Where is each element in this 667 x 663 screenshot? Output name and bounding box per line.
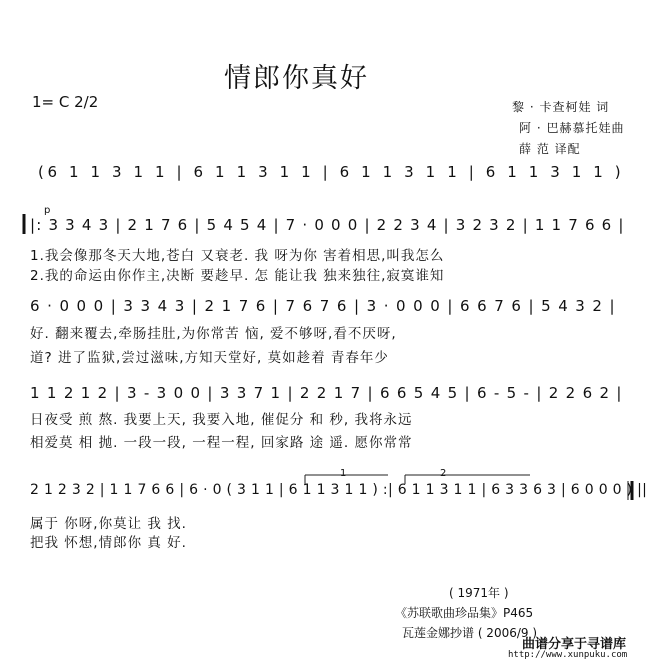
lyric-row-4-verse-2: 把我 怀想,情郎你 真 好.	[30, 535, 187, 551]
lyric-row-2-verse-2: 道? 进了监狱,尝过滋味,方知天堂好, 莫如趁着 青春年少	[30, 350, 389, 366]
key-signature: 1= C 2/2	[32, 93, 99, 111]
lyric-row-1-verse-2: 2.我的命运由你作主,决断 要趁早. 怎 能让我 独来独往,寂寞谁知	[30, 268, 445, 284]
lyric-row-2-verse-1: 好. 翻来覆去,牵肠挂肚,为你常苦 恼, 爱不够呀,看不厌呀,	[30, 326, 397, 342]
intro-line: (6 1 1 3 1 1 | 6 1 1 3 1 1 | 6 1 1 3 1 1 | 6 1 1 3 1 1 )	[38, 163, 625, 181]
lyric-row-1-verse-1: 1.我会像那冬天大地,苍白 又衰老. 我 呀为你 害着相思,叫我怎么	[30, 248, 445, 264]
lyric-row-3-verse-1: 日夜受 煎 熬. 我要上天, 我要入地, 催促分 和 秒, 我将永远	[30, 412, 413, 428]
watermark-name: 曲谱分享于寻谱库	[522, 637, 627, 652]
watermark-url: http://www.xunpuku.com	[508, 650, 628, 660]
dynamic-mark: p	[44, 205, 51, 216]
lyric-row-4-verse-1: 属于 你呀,你莫让 我 找.	[30, 516, 187, 532]
translator-credit: 薛 范 译配	[519, 142, 581, 156]
footer-source: 《苏联歌曲珍品集》P465	[395, 606, 534, 620]
score-row-1: |: 3 3 4 3 | 2 1 7 6 | 5 4 5 4 | 7 · 0 0 0 | 2 2 3 4 | 3 2 3 2 | 1 1 7 6 6 |	[30, 216, 625, 234]
lyricist-credit: 黎 · 卡查柯娃 词	[512, 100, 610, 114]
footer-year: ( 1971年 )	[449, 586, 509, 600]
song-title: 情郎你真好	[224, 63, 369, 94]
lyric-row-3-verse-2: 相爱莫 相 抛. 一段一段, 一程一程, 回家路 途 遥. 愿你常常	[30, 435, 413, 451]
volta-2-label: 2	[440, 468, 447, 479]
score-row-2: 6 · 0 0 0 | 3 3 4 3 | 2 1 7 6 | 7 6 7 6 | 3 · 0 0 0 | 6 6 7 6 | 5 4 3 2 |	[30, 297, 616, 315]
score-row-3: 1 1 2 1 2 | 3 - 3 0 0 | 3 3 7 1 | 2 2 1 7 | 6 6 5 4 5 | 6 - 5 - | 2 2 6 2 |	[30, 384, 623, 402]
volta-1-label: 1	[340, 468, 347, 479]
score-row-4: 2 1 2 3 2 | 1 1 7 6 6 | 6 · 0 ( 3 1 1 | 6 1 1 3 1 1 ) :| 6 1 1 3 1 1 | 6 3 3 6 3 | 6 0 0 0 ) ||	[30, 482, 648, 498]
footer-copyist: 瓦莲金娜抄谱 ( 2006/9 )	[402, 626, 538, 640]
composer-credit: 阿 · 巴赫慕托娃曲	[519, 121, 625, 135]
